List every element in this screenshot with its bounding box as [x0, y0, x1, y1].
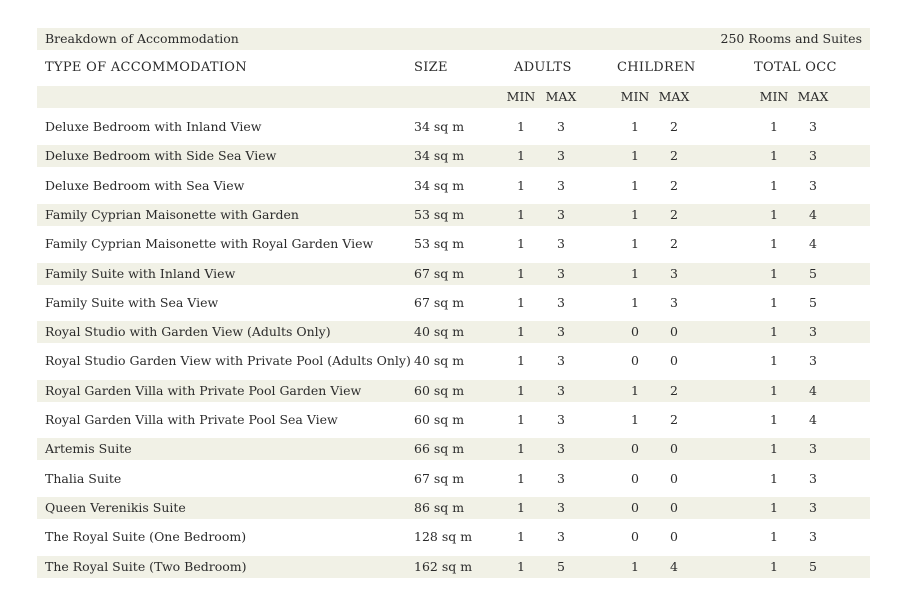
total-max-cell: 3 — [809, 499, 817, 515]
adults-max-cell: 3 — [557, 324, 565, 340]
size-cell: 60 sq m — [414, 412, 465, 427]
adults-min-cell: 1 — [517, 294, 525, 310]
size-cell: 60 sq m — [414, 382, 465, 398]
size-cell: 40 sq m — [414, 353, 465, 369]
adults-min-cell: 1 — [517, 412, 525, 427]
children-min-cell: 0 — [631, 353, 639, 369]
size-cell: 128 sq m — [414, 529, 473, 545]
total-max-cell: 5 — [809, 265, 817, 281]
total-max-cell: 3 — [809, 177, 817, 193]
table-row — [37, 438, 870, 460]
adults-max-cell: 3 — [557, 470, 565, 486]
table-row — [37, 409, 870, 431]
total-min-cell: 1 — [770, 206, 778, 222]
room-type-cell: Family Suite with Sea View — [45, 294, 219, 310]
children-min-cell: 0 — [631, 470, 639, 486]
total-min-cell: 1 — [770, 294, 778, 310]
total-max-cell: 3 — [809, 529, 817, 545]
table-row — [37, 497, 870, 519]
children-max-cell: 0 — [670, 353, 678, 369]
children-max-cell: 0 — [670, 441, 678, 457]
room-type-cell: Artemis Suite — [45, 441, 132, 457]
room-type-cell: Royal Garden Villa with Private Pool Garden View — [45, 382, 362, 398]
total-max-cell: 3 — [809, 353, 817, 369]
adults-min-cell: 1 — [517, 499, 525, 515]
children-max-cell: 4 — [670, 558, 678, 574]
total-max-cell: 4 — [809, 412, 817, 427]
children-min-cell: 0 — [631, 441, 639, 457]
total-max-cell: 3 — [809, 119, 817, 134]
children-max-cell: 0 — [670, 470, 678, 486]
total-max-cell: 4 — [809, 236, 817, 252]
adults-max-cell: 3 — [557, 148, 565, 164]
adults-min-cell: 1 — [517, 236, 525, 252]
table-row — [37, 526, 870, 548]
adults-min-label: MIN — [506, 89, 536, 104]
size-cell: 67 sq m — [414, 265, 465, 281]
table-row — [37, 292, 870, 314]
adults-max-cell: 3 — [557, 529, 565, 545]
children-max-cell: 2 — [670, 119, 678, 134]
children-min-cell: 1 — [631, 265, 639, 281]
table-row — [37, 350, 870, 372]
size-cell: 67 sq m — [414, 470, 465, 486]
children-max-cell: 0 — [670, 324, 678, 340]
total-min-cell: 1 — [770, 499, 778, 515]
table-title: Breakdown of Accommodation — [45, 31, 239, 46]
size-cell: 34 sq m — [414, 177, 465, 193]
children-max-cell: 2 — [670, 206, 678, 222]
total-min-cell: 1 — [770, 265, 778, 281]
header-type: TYPE OF ACCOMMODATION — [45, 60, 247, 75]
children-min-cell: 1 — [631, 236, 639, 252]
table-row — [37, 380, 870, 402]
size-cell: 162 sq m — [414, 558, 473, 574]
total-min-cell: 1 — [770, 119, 778, 134]
room-type-cell: Royal Studio Garden View with Private Pool (Adults Only) — [45, 353, 411, 369]
table-row — [37, 175, 870, 197]
children-min-cell: 1 — [631, 558, 639, 574]
children-min-cell: 1 — [631, 412, 639, 427]
table-row — [37, 145, 870, 167]
total-max-cell: 3 — [809, 441, 817, 457]
total-min-cell: 1 — [770, 558, 778, 574]
room-type-cell: The Royal Suite (Two Bedroom) — [45, 558, 247, 574]
room-type-cell: Deluxe Bedroom with Side Sea View — [45, 148, 277, 164]
total-min-cell: 1 — [770, 382, 778, 398]
adults-min-cell: 1 — [517, 265, 525, 281]
title-bar — [37, 28, 870, 50]
total-max-label: MAX — [797, 89, 829, 104]
adults-min-cell: 1 — [517, 382, 525, 398]
room-type-cell: Family Cyprian Maisonette with Royal Garden View — [45, 236, 374, 252]
total-min-cell: 1 — [770, 148, 778, 164]
total-min-cell: 1 — [770, 441, 778, 457]
adults-max-cell: 3 — [557, 412, 565, 427]
adults-min-cell: 1 — [517, 558, 525, 574]
adults-max-cell: 5 — [557, 558, 565, 574]
total-min-cell: 1 — [770, 236, 778, 252]
adults-min-cell: 1 — [517, 324, 525, 340]
total-max-cell: 4 — [809, 382, 817, 398]
children-max-cell: 2 — [670, 236, 678, 252]
adults-max-cell: 3 — [557, 353, 565, 369]
children-min-cell: 1 — [631, 294, 639, 310]
adults-max-cell: 3 — [557, 294, 565, 310]
children-min-cell: 1 — [631, 206, 639, 222]
adults-min-cell: 1 — [517, 177, 525, 193]
size-cell: 40 sq m — [414, 324, 465, 340]
size-cell: 53 sq m — [414, 206, 465, 222]
adults-max-cell: 3 — [557, 119, 565, 134]
adults-min-cell: 1 — [517, 441, 525, 457]
header-children: CHILDREN — [617, 60, 696, 75]
room-type-cell: Royal Studio with Garden View (Adults Only) — [45, 324, 331, 340]
adults-max-cell: 3 — [557, 206, 565, 222]
adults-max-cell: 3 — [557, 382, 565, 398]
children-max-cell: 2 — [670, 148, 678, 164]
subheader-row — [37, 86, 870, 108]
room-type-cell: Royal Garden Villa with Private Pool Sea View — [45, 412, 338, 427]
header-total-occ: TOTAL OCC — [754, 60, 837, 75]
room-type-cell: Thalia Suite — [45, 470, 122, 486]
adults-max-cell: 3 — [557, 177, 565, 193]
room-count: 250 Rooms and Suites — [720, 31, 862, 46]
total-min-cell: 1 — [770, 470, 778, 486]
total-min-cell: 1 — [770, 353, 778, 369]
table-row — [37, 556, 870, 578]
adults-min-cell: 1 — [517, 470, 525, 486]
size-cell: 53 sq m — [414, 236, 465, 252]
room-type-cell: The Royal Suite (One Bedroom) — [45, 529, 247, 545]
adults-min-cell: 1 — [517, 353, 525, 369]
table-row — [37, 263, 870, 285]
header-size: SIZE — [414, 60, 448, 75]
children-min-cell: 0 — [631, 529, 639, 545]
room-type-cell: Deluxe Bedroom with Sea View — [45, 177, 245, 193]
table-row — [37, 204, 870, 226]
adults-max-cell: 3 — [557, 441, 565, 457]
total-max-cell: 5 — [809, 558, 817, 574]
size-cell: 66 sq m — [414, 441, 465, 457]
children-max-cell: 2 — [670, 382, 678, 398]
adults-min-cell: 1 — [517, 206, 525, 222]
children-max-label: MAX — [658, 89, 690, 104]
adults-min-cell: 1 — [517, 119, 525, 134]
children-min-cell: 1 — [631, 148, 639, 164]
table-row — [37, 468, 870, 490]
children-min-label: MIN — [620, 89, 650, 104]
table-row — [37, 321, 870, 343]
adults-min-cell: 1 — [517, 529, 525, 545]
children-min-cell: 1 — [631, 382, 639, 398]
children-max-cell: 2 — [670, 177, 678, 193]
total-max-cell: 5 — [809, 294, 817, 310]
size-cell: 34 sq m — [414, 148, 465, 164]
column-header-row — [37, 56, 870, 80]
adults-min-cell: 1 — [517, 148, 525, 164]
children-max-cell: 2 — [670, 412, 678, 427]
children-max-cell: 0 — [670, 529, 678, 545]
table-row — [37, 116, 870, 138]
children-min-cell: 0 — [631, 499, 639, 515]
adults-max-cell: 3 — [557, 236, 565, 252]
adults-max-cell: 3 — [557, 499, 565, 515]
total-min-cell: 1 — [770, 529, 778, 545]
table-row — [37, 233, 870, 255]
adults-max-label: MAX — [545, 89, 577, 104]
room-type-cell: Family Suite with Inland View — [45, 265, 236, 281]
header-adults: ADULTS — [514, 60, 572, 75]
total-min-cell: 1 — [770, 177, 778, 193]
size-cell: 34 sq m — [414, 119, 465, 134]
total-max-cell: 3 — [809, 148, 817, 164]
total-min-cell: 1 — [770, 412, 778, 427]
children-max-cell: 3 — [670, 265, 678, 281]
size-cell: 67 sq m — [414, 294, 465, 310]
total-min-label: MIN — [759, 89, 789, 104]
children-min-cell: 1 — [631, 119, 639, 134]
total-max-cell: 3 — [809, 324, 817, 340]
room-type-cell: Family Cyprian Maisonette with Garden — [45, 206, 299, 222]
adults-max-cell: 3 — [557, 265, 565, 281]
total-min-cell: 1 — [770, 324, 778, 340]
room-type-cell: Queen Verenikis Suite — [45, 499, 186, 515]
room-type-cell: Deluxe Bedroom with Inland View — [45, 119, 262, 134]
total-max-cell: 3 — [809, 470, 817, 486]
children-min-cell: 1 — [631, 177, 639, 193]
size-cell: 86 sq m — [414, 499, 465, 515]
total-max-cell: 4 — [809, 206, 817, 222]
children-max-cell: 3 — [670, 294, 678, 310]
children-max-cell: 0 — [670, 499, 678, 515]
children-min-cell: 0 — [631, 324, 639, 340]
